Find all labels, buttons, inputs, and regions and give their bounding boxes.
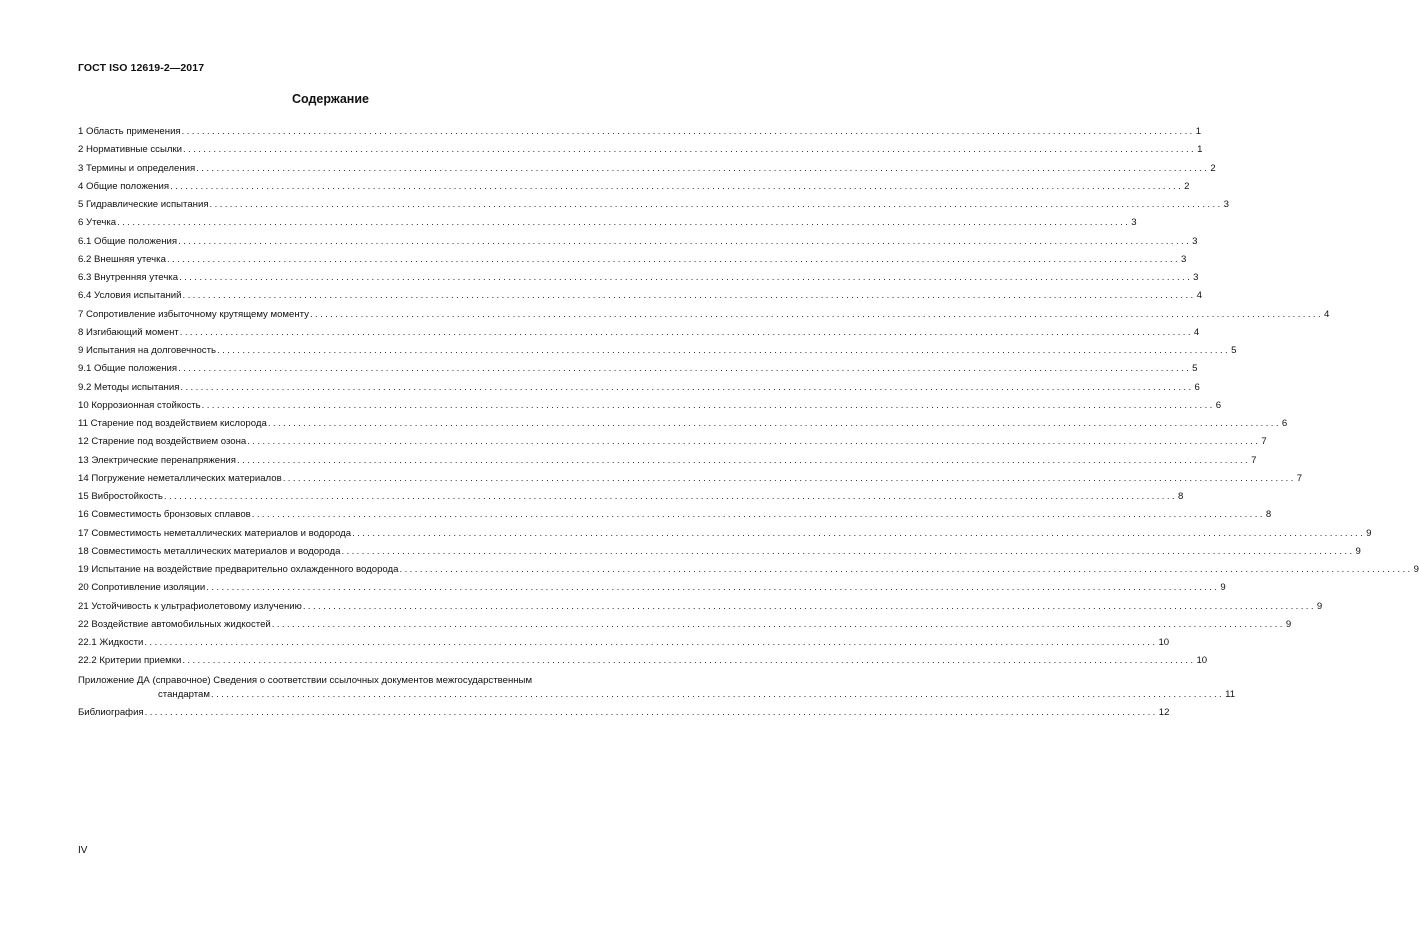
toc-entry[interactable]	[78, 561, 1419, 579]
toc-entry-page: 5	[1192, 363, 1198, 375]
toc-entry-label: 11 Старение под воздействием кислорода	[78, 418, 267, 429]
toc-entry[interactable]	[78, 452, 1257, 470]
toc-entry[interactable]	[78, 415, 1288, 433]
toc-entry[interactable]	[78, 269, 1199, 287]
toc-entry-label: 5 Гидравлические испытания	[78, 199, 209, 210]
toc-appendix-line1[interactable]	[78, 674, 612, 687]
toc-leader-dots: ........................................................................................................................................................................................................	[117, 217, 1131, 229]
toc-entry[interactable]	[78, 287, 1202, 305]
toc-leader-dots: ........................................................................................................................................................................................................	[166, 253, 1181, 265]
table-of-contents	[78, 123, 1419, 722]
toc-leader-dots: ........................................................................................................................................................................................................	[206, 582, 1220, 594]
toc-entry[interactable]	[78, 543, 1361, 561]
toc-leader-dots: ........................................................................................................................................................................................................	[183, 144, 1197, 156]
toc-entry-label: 10 Коррозионная стойкость	[78, 399, 201, 411]
toc-entry-page: 8	[1265, 509, 1272, 521]
toc-entry[interactable]	[78, 616, 1292, 634]
toc-bibliography[interactable]	[78, 704, 1170, 722]
toc-entry-label: 6.4 Условия испытаний	[78, 290, 182, 302]
toc-leader-dots: ........................................................................................................................................................................................................	[267, 418, 1281, 429]
toc-entry[interactable]	[78, 525, 1372, 543]
toc-entry-page: 3	[1193, 272, 1199, 283]
toc-entry-label: 12 Старение под воздействием озона	[78, 436, 247, 448]
toc-entry-page: 9	[1285, 618, 1292, 630]
toc-entry[interactable]	[78, 488, 1184, 506]
toc-entry-label: 14 Погружение неметаллических материалов	[78, 472, 282, 484]
toc-leader-dots: ........................................................................................................................................................................................................	[178, 363, 1192, 375]
toc-entry-label: 6.2 Внешняя утечка	[78, 253, 166, 265]
toc-entry[interactable]	[78, 579, 1226, 597]
toc-entry[interactable]	[78, 233, 1198, 251]
toc-entry-page: 3	[1192, 235, 1198, 247]
toc-entry-page: 4	[1193, 326, 1200, 338]
toc-entry-page: 6	[1194, 381, 1200, 393]
toc-entry-page: 10	[1196, 655, 1208, 667]
toc-entry-label: 6.1 Общие положения	[78, 235, 178, 247]
toc-entry-label: 21 Устойчивость к ультрафиолетовому излучению	[78, 600, 302, 612]
toc-leader-dots: ........................................................................................................................................................................................................	[163, 491, 1177, 502]
toc-leader-dots: ........................................................................................................................................................................................................	[341, 545, 1355, 557]
toc-entry[interactable]	[78, 160, 1216, 178]
toc-entry-page: 9	[1413, 564, 1419, 575]
toc-leader-dots: ........................................................................................................................................................................................................	[179, 272, 1193, 283]
toc-leader-dots: ........................................................................................................................................................................................................	[170, 180, 1184, 192]
toc-entry[interactable]	[78, 598, 1323, 616]
toc-entry-page: 9	[1355, 545, 1361, 557]
toc-entry[interactable]	[78, 506, 1272, 524]
toc-entry[interactable]	[78, 342, 1237, 360]
toc-leader-dots: ........................................................................................................................................................................................................	[178, 235, 1192, 247]
toc-entry-page: 4	[1324, 308, 1330, 320]
toc-entry-page: 1	[1197, 144, 1203, 156]
toc-bibliography-page: 12	[1158, 706, 1170, 718]
toc-entry-label: 13 Электрические перенапряжения	[78, 454, 236, 466]
toc-entry-label: 2 Нормативные ссылки	[78, 144, 183, 156]
toc-entry[interactable]	[78, 123, 1202, 141]
toc-entry-label: 20 Сопротивление изоляции	[78, 582, 206, 594]
toc-entry[interactable]	[78, 470, 1303, 488]
toc-entry-label: 7 Сопротивление избыточному крутящему моменту	[78, 308, 309, 320]
toc-appendix-label-cont: стандартам	[158, 688, 210, 700]
toc-entry-label: 6.3 Внутренняя утечка	[78, 272, 179, 283]
toc-leader-dots: ........................................................................................................................................................................................................	[309, 308, 1324, 320]
toc-entry[interactable]	[78, 141, 1203, 159]
toc-entry-label: 9.2 Методы испытания	[78, 381, 180, 393]
toc-entry[interactable]	[78, 433, 1267, 451]
toc-entry-page: 5	[1231, 345, 1237, 356]
toc-appendix-page: 11	[1225, 688, 1236, 700]
toc-entry-label: 3 Термины и определения	[78, 162, 196, 174]
toc-entry-label: 18 Совместимость металлических материалов и водорода	[78, 545, 341, 557]
toc-entry-page: 7	[1251, 454, 1257, 466]
toc-entry[interactable]	[78, 214, 1137, 232]
toc-entry-page: 6	[1215, 399, 1222, 411]
toc-entry-page: 10	[1158, 637, 1170, 648]
toc-entry[interactable]	[78, 379, 1200, 397]
toc-leader-dots: ........................................................................................................................................................................................................	[209, 199, 1223, 210]
toc-appendix-label: Приложение ДА (справочное) Сведения о соответствии ссылочных документов межгосударственным	[78, 674, 533, 686]
toc-entry[interactable]	[78, 360, 1198, 378]
document-header: ГОСТ ISO 12619-2—2017	[78, 62, 205, 74]
toc-entry[interactable]	[78, 397, 1222, 415]
toc-entry-label: 22 Воздействие автомобильных жидкостей	[78, 618, 271, 630]
toc-leader-dots: ........................................................................................................................................................................................................	[201, 399, 1215, 411]
toc-entry-label: 8 Изгибающий момент	[78, 326, 179, 338]
toc-entry-page: 8	[1177, 491, 1184, 502]
toc-entry-page: 7	[1261, 436, 1267, 448]
toc-entry-page: 9	[1220, 582, 1226, 594]
toc-entry[interactable]	[78, 324, 1200, 342]
toc-entry-label: 22.2 Критерии приемки	[78, 655, 182, 667]
toc-entry-page: 3	[1223, 199, 1229, 210]
toc-entry-page: 2	[1210, 162, 1216, 174]
toc-entry-label: 17 Совместимость неметаллических материалов и водорода	[78, 527, 352, 539]
toc-entry[interactable]	[78, 652, 1208, 670]
toc-entry-label: 1 Область применения	[78, 126, 181, 137]
toc-entry-label: 9 Испытания на долговечность	[78, 345, 216, 356]
page-title: Содержание	[291, 92, 369, 106]
toc-leader-dots: ........................................................................................................................................................................................................	[182, 655, 1196, 667]
toc-leader-dots: ........................................................................................................................................................................................................	[282, 472, 1296, 484]
toc-entry[interactable]	[78, 306, 1330, 324]
toc-leader-dots: ........................................................................................................................................................................................................	[196, 162, 1210, 174]
toc-leader-dots: ........................................................................................................................................................................................................	[217, 345, 1231, 356]
toc-leader-dots: ........................................................................................................................................................................................................	[251, 509, 1265, 521]
toc-entry-label: 15 Вибростойкость	[78, 491, 163, 502]
toc-entry[interactable]	[78, 634, 1170, 652]
toc-leader-dots: ........................................................................................................................................................................................................	[211, 688, 1225, 700]
page-number: IV	[78, 845, 88, 856]
toc-leader-dots: ........................................................................................................................................................................................................	[247, 436, 1261, 448]
toc-leader-dots: ........................................................................................................................................................................................................	[179, 326, 1193, 338]
toc-leader-dots: ........................................................................................................................................................................................................	[237, 454, 1251, 466]
toc-entry[interactable]	[78, 251, 1187, 269]
toc-leader-dots: ........................................................................................................................................................................................................	[144, 706, 1158, 718]
toc-entry-label: 6 Утечка	[78, 217, 117, 229]
toc-leader-dots: ........................................................................................................................................................................................................	[181, 126, 1195, 137]
toc-leader-dots: ........................................................................................................................................................................................................	[144, 637, 1158, 648]
toc-leader-dots: ........................................................................................................................................................................................................	[352, 527, 1366, 539]
toc-entry-label: 9.1 Общие положения	[78, 363, 178, 375]
toc-leader-dots: ........................................................................................................................................................................................................	[302, 600, 1316, 612]
toc-entry-page: 1	[1195, 126, 1202, 137]
toc-entry-label: 22.1 Жидкости	[78, 637, 144, 648]
toc-bibliography-label: Библиография	[78, 706, 144, 718]
toc-entry[interactable]	[78, 196, 1229, 214]
toc-leader-dots: ........................................................................................................................................................................................................	[399, 564, 1413, 575]
toc-entry-page: 3	[1131, 217, 1137, 229]
toc-entry-page: 9	[1366, 527, 1372, 539]
toc-entry[interactable]	[78, 178, 1190, 196]
toc-appendix-line2[interactable]	[78, 687, 1236, 703]
toc-entry-page: 9	[1316, 600, 1323, 612]
toc-entry-page: 2	[1184, 180, 1190, 192]
toc-entry-page: 7	[1296, 472, 1303, 484]
toc-entry-label: 16 Совместимость бронзовых сплавов	[78, 509, 251, 521]
toc-entry-page: 4	[1196, 290, 1202, 302]
toc-leader-dots: ........................................................................................................................................................................................................	[182, 290, 1196, 302]
toc-leader-dots: ........................................................................................................................................................................................................	[180, 381, 1194, 393]
toc-leader-dots: ........................................................................................................................................................................................................	[271, 618, 1285, 630]
toc-entry-label: 4 Общие положения	[78, 180, 170, 192]
toc-entry-page: 6	[1281, 418, 1288, 429]
toc-entry-label: 19 Испытание на воздействие предварительно охлажденного водорода	[78, 564, 399, 575]
toc-entry-page: 3	[1181, 253, 1187, 265]
